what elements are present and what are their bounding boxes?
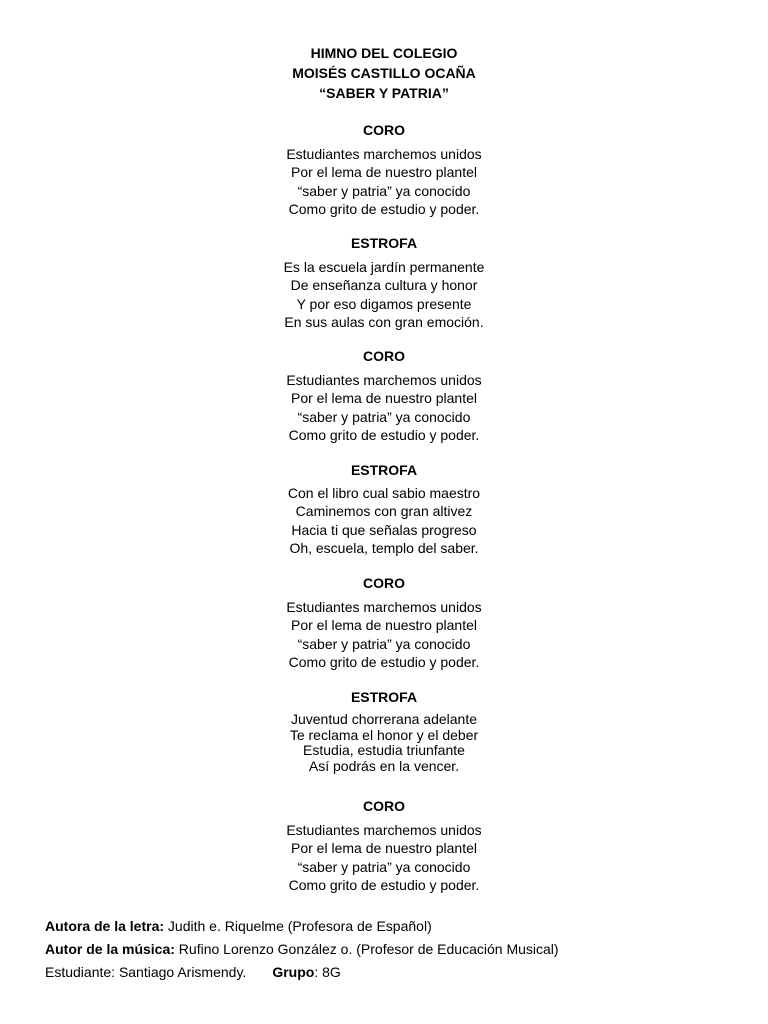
verse-line: “saber y patria” ya conocido [297,182,471,199]
verse-line: Por el lema de nuestro plantel [291,840,477,857]
credits-music-label: Autor de la música: [45,941,175,957]
section-verse [0,258,768,331]
verse-line: Por el lema de nuestro plantel [291,390,477,407]
verse-line: Estudiantes marchemos unidos [286,822,482,838]
section-verse [0,712,768,775]
section-verse [0,821,768,894]
verse-line: Así podrás en la vencer. [308,758,460,775]
verse-line: “saber y patria” ya conocido [297,408,471,425]
verse-line: Oh, escuela, templo del saber. [289,539,479,556]
credits-music-value: Rufino Lorenzo González o. (Profesor de Educación Musical) [174,941,559,957]
section-heading: ESTROFA [350,689,418,705]
title-line-2: MOISÉS CASTILLO OCAÑA [292,65,476,81]
verse-line: Por el lema de nuestro plantel [291,164,477,181]
section-verse [0,145,768,218]
credits-lyrics [45,917,432,935]
title-line-1: HIMNO DEL COLEGIO [310,45,458,61]
credits-lyrics-value: Judith e. Riquelme (Profesora de Español) [164,918,432,934]
verse-line: Como grito de estudio y poder. [288,200,480,217]
verse-line: Como grito de estudio y poder. [288,876,480,893]
verse-line: Caminemos con gran altivez [295,503,473,520]
verse-line: Estudia, estudia triunfante [303,742,465,759]
section-verse [0,484,768,557]
group-value: : 8G [314,964,341,980]
verse-line: Con el libro cual sabio maestro [287,485,481,501]
verse-line: Juventud chorrerana adelante [290,711,478,727]
verse-line: En sus aulas con gran emoción. [284,313,484,330]
verse-line: Como grito de estudio y poder. [288,653,480,670]
verse-line: “saber y patria” ya conocido [297,858,471,875]
verse-line: Estudiantes marchemos unidos [286,146,482,162]
section-heading: CORO [363,348,405,364]
verse-line: Te reclama el honor y el deber [289,726,479,743]
verse-line: “saber y patria” ya conocido [297,635,471,652]
credits-student [45,963,341,981]
verse-line: Hacia ti que señalas progreso [291,521,477,538]
verse-line: Y por eso digamos presente [296,295,472,312]
verse-line: Estudiantes marchemos unidos [286,599,482,615]
title-line-3: “SABER Y PATRIA” [319,85,449,101]
verse-line: Es la escuela jardín permanente [283,259,485,275]
section-heading: CORO [363,798,405,814]
section-verse [0,598,768,671]
verse-line: De enseñanza cultura y honor [290,277,478,294]
section-heading: CORO [363,122,405,138]
section-heading: ESTROFA [350,462,418,478]
student-name: Estudiante: Santiago Arismendy. [45,964,247,980]
credits-lyrics-label: Autora de la letra: [45,918,165,934]
group-label: Grupo [272,964,315,980]
verse-line: Por el lema de nuestro plantel [291,617,477,634]
section-heading: ESTROFA [350,235,418,251]
section-heading: CORO [363,575,405,591]
credits-music [45,940,559,958]
section-verse [0,371,768,444]
verse-line: Estudiantes marchemos unidos [286,372,482,388]
verse-line: Como grito de estudio y poder. [288,426,480,443]
